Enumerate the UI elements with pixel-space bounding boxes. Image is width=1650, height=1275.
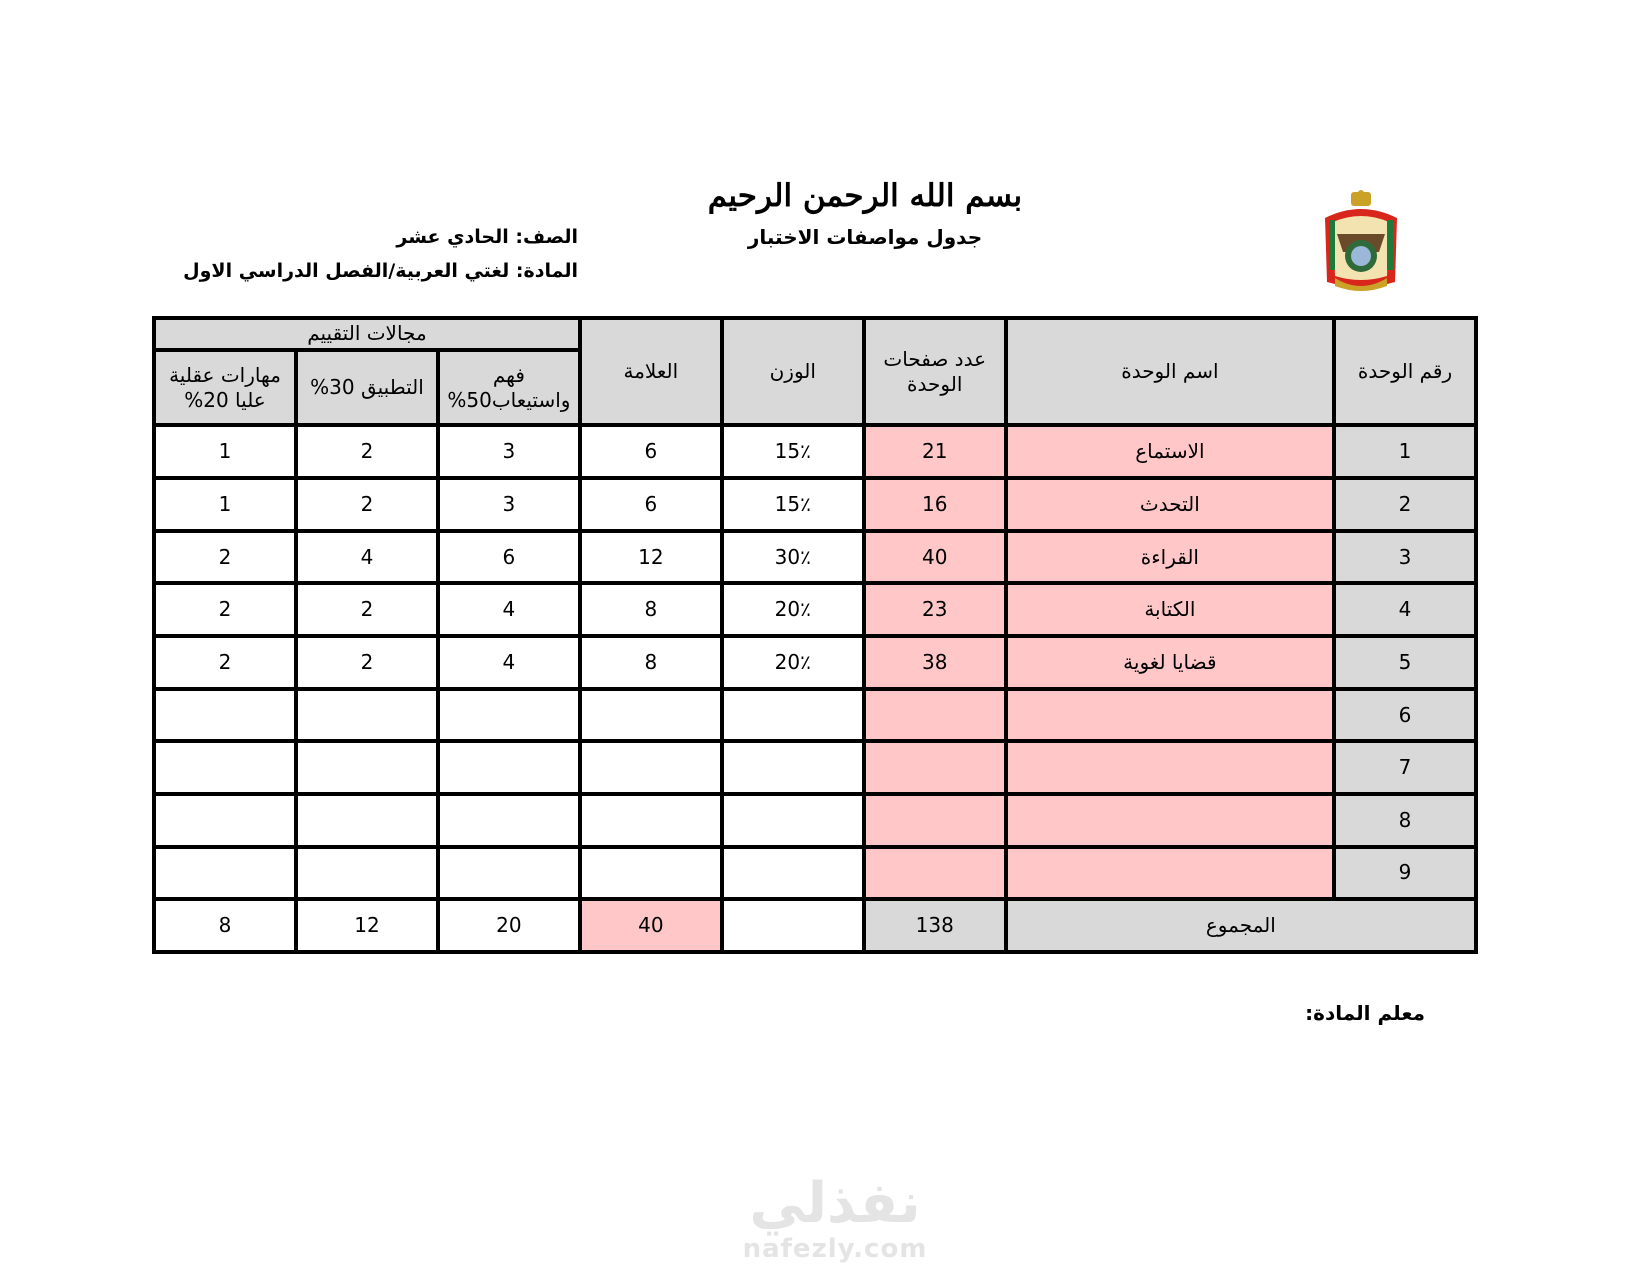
unit-name-cell bbox=[1006, 741, 1334, 794]
application-cell bbox=[296, 689, 438, 742]
mark-cell bbox=[580, 847, 722, 900]
mark-cell: 6 bbox=[580, 478, 722, 531]
unit-number-cell: 8 bbox=[1334, 794, 1476, 847]
watermark bbox=[720, 1171, 950, 1264]
pages-cell bbox=[864, 847, 1006, 900]
weight-cell: 20٪ bbox=[722, 583, 864, 636]
application-cell: 2 bbox=[296, 425, 438, 478]
totals-application: 12 bbox=[296, 899, 438, 952]
table-row bbox=[154, 689, 1476, 742]
table-row bbox=[154, 425, 1476, 478]
understanding-cell: 3 bbox=[438, 425, 580, 478]
header-pages: عدد صفحات الوحدة bbox=[864, 318, 1006, 425]
pages-cell: 38 bbox=[864, 636, 1006, 689]
understanding-cell bbox=[438, 741, 580, 794]
totals-understanding: 20 bbox=[438, 899, 580, 952]
unit-name-cell: التحدث bbox=[1006, 478, 1334, 531]
totals-higher-skills: 8 bbox=[154, 899, 296, 952]
subject-line: المادة: لغتي العربية/الفصل الدراسي الاول bbox=[183, 260, 578, 282]
higher-skills-cell: 2 bbox=[154, 531, 296, 584]
weight-cell: 15٪ bbox=[722, 425, 864, 478]
header-unit-name: اسم الوحدة bbox=[1006, 318, 1334, 425]
document-subtitle: جدول مواصفات الاختبار bbox=[747, 225, 983, 249]
weight-cell bbox=[722, 741, 864, 794]
table-row bbox=[154, 636, 1476, 689]
application-cell bbox=[296, 741, 438, 794]
header-mark: العلامة bbox=[580, 318, 722, 425]
pages-cell bbox=[864, 689, 1006, 742]
unit-number-cell: 4 bbox=[1334, 583, 1476, 636]
header-application: التطبيق 30% bbox=[296, 350, 438, 426]
weight-cell bbox=[722, 847, 864, 900]
higher-skills-cell: 2 bbox=[154, 583, 296, 636]
mark-cell: 8 bbox=[580, 583, 722, 636]
understanding-cell bbox=[438, 847, 580, 900]
unit-name-cell bbox=[1006, 794, 1334, 847]
application-cell: 2 bbox=[296, 636, 438, 689]
mark-cell bbox=[580, 689, 722, 742]
grade-line: الصف: الحادي عشر bbox=[396, 226, 578, 248]
higher-skills-cell: 1 bbox=[154, 425, 296, 478]
header-higher-skills: مهارات عقلية عليا 20% bbox=[154, 350, 296, 426]
watermark-latin: nafezly.com bbox=[742, 1234, 928, 1264]
header-unit-number: رقم الوحدة bbox=[1334, 318, 1476, 425]
totals-mark: 40 bbox=[580, 899, 722, 952]
unit-number-cell: 2 bbox=[1334, 478, 1476, 531]
totals-row bbox=[154, 899, 1476, 952]
pages-cell bbox=[864, 741, 1006, 794]
understanding-cell: 4 bbox=[438, 583, 580, 636]
mark-cell: 6 bbox=[580, 425, 722, 478]
pages-cell: 23 bbox=[864, 583, 1006, 636]
unit-number-cell: 9 bbox=[1334, 847, 1476, 900]
basmala-title: بسم الله الرحمن الرحيم bbox=[707, 178, 1023, 214]
higher-skills-cell: 2 bbox=[154, 636, 296, 689]
unit-name-cell: القراءة bbox=[1006, 531, 1334, 584]
pages-cell: 16 bbox=[864, 478, 1006, 531]
application-cell bbox=[296, 794, 438, 847]
pages-cell: 40 bbox=[864, 531, 1006, 584]
unit-name-cell: قضايا لغوية bbox=[1006, 636, 1334, 689]
application-cell: 4 bbox=[296, 531, 438, 584]
header-assessment-domains: مجالات التقييم bbox=[154, 318, 580, 350]
higher-skills-cell bbox=[154, 689, 296, 742]
weight-cell bbox=[722, 794, 864, 847]
totals-weight bbox=[722, 899, 864, 952]
mark-cell: 12 bbox=[580, 531, 722, 584]
subject-teacher-label: معلم المادة: bbox=[1305, 1001, 1425, 1025]
weight-cell: 15٪ bbox=[722, 478, 864, 531]
table-row bbox=[154, 847, 1476, 900]
table-row bbox=[154, 531, 1476, 584]
application-cell: 2 bbox=[296, 478, 438, 531]
unit-name-cell: الاستماع bbox=[1006, 425, 1334, 478]
application-cell bbox=[296, 847, 438, 900]
mark-cell bbox=[580, 794, 722, 847]
unit-name-cell: الكتابة bbox=[1006, 583, 1334, 636]
unit-number-cell: 5 bbox=[1334, 636, 1476, 689]
weight-cell: 20٪ bbox=[722, 636, 864, 689]
unit-number-cell: 1 bbox=[1334, 425, 1476, 478]
higher-skills-cell bbox=[154, 794, 296, 847]
table-row bbox=[154, 478, 1476, 531]
header-understanding: فهم واستيعاب50% bbox=[438, 350, 580, 426]
application-cell: 2 bbox=[296, 583, 438, 636]
specification-table bbox=[152, 316, 1478, 954]
understanding-cell: 3 bbox=[438, 478, 580, 531]
unit-name-cell bbox=[1006, 689, 1334, 742]
mark-cell: 8 bbox=[580, 636, 722, 689]
mark-cell bbox=[580, 741, 722, 794]
understanding-cell: 4 bbox=[438, 636, 580, 689]
weight-cell bbox=[722, 689, 864, 742]
pages-cell bbox=[864, 794, 1006, 847]
weight-cell: 30٪ bbox=[722, 531, 864, 584]
unit-number-cell: 6 bbox=[1334, 689, 1476, 742]
header-weight: الوزن bbox=[722, 318, 864, 425]
jordan-coat-of-arms-icon bbox=[1315, 190, 1407, 296]
totals-pages: 138 bbox=[864, 899, 1006, 952]
table-row bbox=[154, 794, 1476, 847]
higher-skills-cell: 1 bbox=[154, 478, 296, 531]
understanding-cell bbox=[438, 794, 580, 847]
unit-number-cell: 7 bbox=[1334, 741, 1476, 794]
totals-label: المجموع bbox=[1006, 899, 1476, 952]
table-row bbox=[154, 583, 1476, 636]
unit-name-cell bbox=[1006, 847, 1334, 900]
pages-cell: 21 bbox=[864, 425, 1006, 478]
unit-number-cell: 3 bbox=[1334, 531, 1476, 584]
table-row bbox=[154, 741, 1476, 794]
watermark-arabic: نفذلي bbox=[749, 1171, 921, 1236]
understanding-cell: 6 bbox=[438, 531, 580, 584]
understanding-cell bbox=[438, 689, 580, 742]
higher-skills-cell bbox=[154, 741, 296, 794]
higher-skills-cell bbox=[154, 847, 296, 900]
